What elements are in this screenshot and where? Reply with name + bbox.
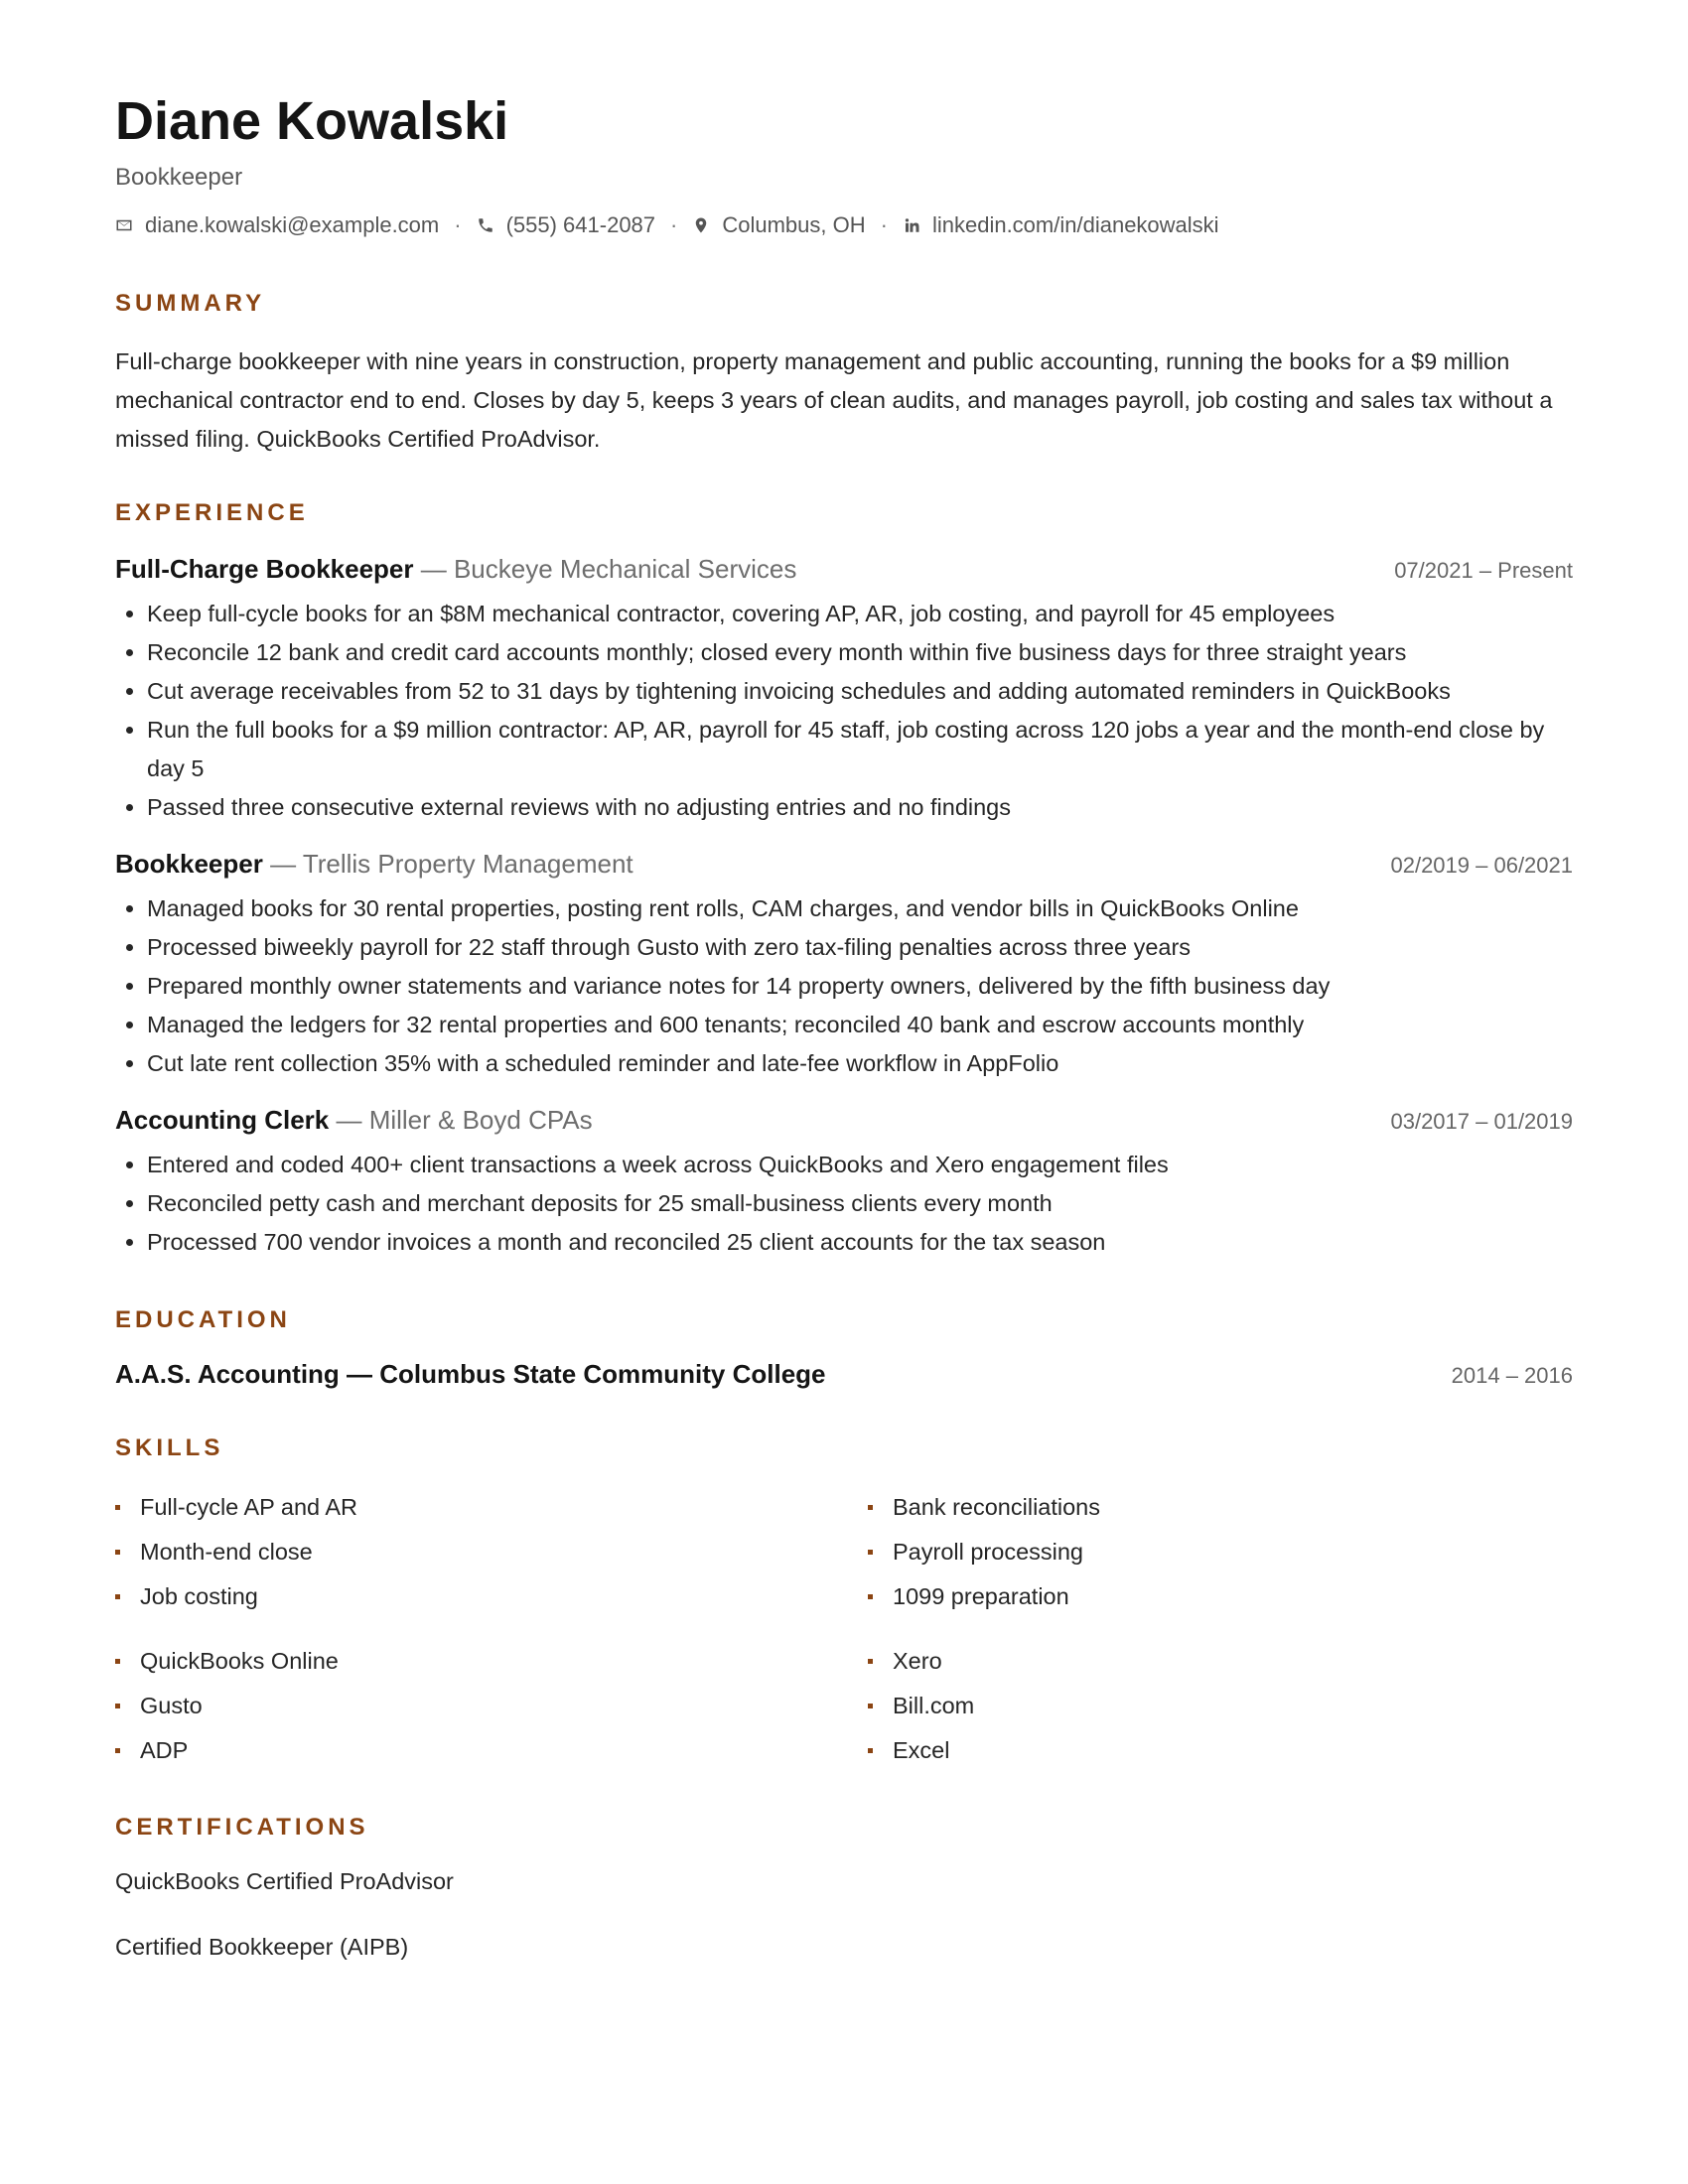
- square-bullet-icon: [868, 1550, 873, 1555]
- job-bullet: • Keep full-cycle books for an $8M mechanical contractor, covering AP, AR, job costing, and payroll for 45 employees: [147, 595, 1573, 633]
- skills-grid: [115, 1639, 1573, 1773]
- job-bullets: [115, 889, 1573, 1083]
- skill-label: Excel: [893, 1737, 950, 1763]
- job-organization: — Miller & Boyd CPAs: [329, 1105, 593, 1135]
- education-entry: [115, 1359, 1573, 1390]
- square-bullet-icon: [115, 1704, 120, 1708]
- skill-item: [868, 1574, 1573, 1619]
- square-bullet-icon: [868, 1659, 873, 1664]
- contact-line: [115, 210, 1573, 240]
- skill-item: [868, 1530, 1573, 1574]
- section-title-experience: EXPERIENCE: [115, 499, 309, 526]
- job-bullet: • Passed three consecutive external reviews with no adjusting entries and no findings: [147, 788, 1573, 827]
- job-bullet: • Run the full books for a $9 million contractor: AP, AR, payroll for 45 staff, job costing across 120 jobs a year and the month-end close by day 5: [147, 711, 1573, 788]
- contact-separator: ·: [454, 212, 462, 237]
- job-bullet: • Cut average receivables from 52 to 31 days by tightening invoicing schedules and adding automated reminders in QuickBooks: [147, 672, 1573, 711]
- job-bullet: • Managed the ledgers for 32 rental properties and 600 tenants; reconciled 40 bank and escrow accounts monthly: [147, 1006, 1573, 1044]
- skill-item: [115, 1639, 868, 1684]
- location-text: Columbus, OH: [722, 212, 866, 237]
- job-entry: [115, 1105, 1573, 1262]
- square-bullet-icon: [868, 1594, 873, 1599]
- contact-separator: ·: [880, 212, 888, 237]
- job-bullets: [115, 595, 1573, 827]
- contact-email[interactable]: [115, 210, 439, 240]
- square-bullet-icon: [115, 1550, 120, 1555]
- education-degree: A.A.S. Accounting — Columbus State Community College: [115, 1359, 826, 1389]
- email-text: diane.kowalski@example.com: [145, 212, 440, 237]
- skill-label: Bill.com: [893, 1693, 975, 1718]
- contact-linkedin[interactable]: [903, 210, 1219, 240]
- job-header: [115, 1105, 1573, 1136]
- contact-location: [692, 210, 865, 240]
- skill-label: Bank reconciliations: [893, 1494, 1100, 1520]
- candidate-role: Bookkeeper: [115, 164, 243, 191]
- skill-label: Xero: [893, 1648, 942, 1674]
- skill-item: [115, 1574, 868, 1619]
- job-bullet: • Prepared monthly owner statements and variance notes for 14 property owners, delivered by the fifth business day: [147, 967, 1573, 1006]
- education-section: [115, 1305, 1573, 1390]
- skill-label: Full-cycle AP and AR: [140, 1494, 358, 1520]
- skills-section: [115, 1433, 1573, 1773]
- skill-item: [115, 1728, 868, 1773]
- section-title-certifications: CERTIFICATIONS: [115, 1814, 369, 1841]
- section-title-education: EDUCATION: [115, 1306, 291, 1333]
- section-title-summary: SUMMARY: [115, 290, 266, 317]
- square-bullet-icon: [115, 1748, 120, 1753]
- job-bullet: • Processed biweekly payroll for 22 staff through Gusto with zero tax-filing penalties across three years: [147, 928, 1573, 967]
- contact-phone[interactable]: [477, 210, 655, 240]
- job-organization: — Buckeye Mechanical Services: [413, 554, 797, 584]
- skill-label: ADP: [140, 1737, 189, 1763]
- skill-item: [868, 1728, 1573, 1773]
- skill-item: [868, 1684, 1573, 1728]
- job-bullet: • Reconciled petty cash and merchant deposits for 25 small-business clients every month: [147, 1184, 1573, 1223]
- candidate-name: Diane Kowalski: [115, 91, 509, 151]
- section-title-skills: SKILLS: [115, 1434, 224, 1461]
- job-title: Accounting Clerk: [115, 1105, 330, 1135]
- skill-item: [115, 1530, 868, 1574]
- job-bullets: [115, 1146, 1573, 1262]
- skill-label: Month-end close: [140, 1539, 313, 1565]
- phone-icon: [477, 216, 494, 234]
- skill-label: 1099 preparation: [893, 1583, 1069, 1609]
- square-bullet-icon: [868, 1704, 873, 1708]
- job-entry: [115, 849, 1573, 1083]
- job-bullet: • Cut late rent collection 35% with a scheduled reminder and late-fee workflow in AppFolio: [147, 1044, 1573, 1083]
- skill-label: Job costing: [140, 1583, 258, 1609]
- job-bullet: • Entered and coded 400+ client transactions a week across QuickBooks and Xero engagement files: [147, 1146, 1573, 1184]
- mail-icon: [115, 216, 133, 234]
- skill-item: [115, 1485, 868, 1530]
- job-dates: 07/2021 – Present: [1394, 558, 1573, 583]
- location-pin-icon: [692, 216, 710, 234]
- linkedin-icon: [903, 216, 920, 234]
- job-bullet: • Processed 700 vendor invoices a month and reconciled 25 client accounts for the tax season: [147, 1223, 1573, 1262]
- job-dates: 03/2017 – 01/2019: [1390, 1109, 1573, 1134]
- certification-item: Certified Bookkeeper (AIPB): [115, 1934, 409, 1960]
- education-dates: 2014 – 2016: [1451, 1363, 1573, 1388]
- summary-text: Full-charge bookkeeper with nine years in construction, property management and public accounting, running the books for a $9 million mechanical contractor end to end. Closes by day 5, keeps 3 years of clean audits, and manages payroll, job costing and sales tax without a missed filing. QuickBooks Certified ProAdvisor.: [115, 348, 1553, 452]
- job-dates: 02/2019 – 06/2021: [1390, 853, 1573, 878]
- experience-section: [115, 498, 1573, 1262]
- square-bullet-icon: [115, 1594, 120, 1599]
- job-bullet: • Reconcile 12 bank and credit card accounts monthly; closed every month within five business days for three straight years: [147, 633, 1573, 672]
- certifications-section: [115, 1813, 1573, 1962]
- square-bullet-icon: [868, 1748, 873, 1753]
- summary-section: [115, 289, 1573, 459]
- job-organization: — Trellis Property Management: [262, 849, 633, 879]
- job-bullet: • Managed books for 30 rental properties, posting rent rolls, CAM charges, and vendor bills in QuickBooks Online: [147, 889, 1573, 928]
- linkedin-text: linkedin.com/in/dianekowalski: [931, 212, 1219, 237]
- skill-label: Payroll processing: [893, 1539, 1084, 1565]
- job-title: Bookkeeper: [115, 849, 263, 879]
- skills-grid: [115, 1485, 1573, 1619]
- square-bullet-icon: [868, 1505, 873, 1510]
- contact-separator: ·: [670, 212, 678, 237]
- square-bullet-icon: [115, 1505, 120, 1510]
- skill-item: [868, 1639, 1573, 1684]
- square-bullet-icon: [115, 1659, 120, 1664]
- skill-item: [115, 1684, 868, 1728]
- job-title: Full-Charge Bookkeeper: [115, 554, 414, 584]
- skill-label: Gusto: [140, 1693, 203, 1718]
- skill-item: [868, 1485, 1573, 1530]
- job-header: [115, 554, 1573, 585]
- job-header: [115, 849, 1573, 880]
- skills-group-gap: [115, 1619, 1573, 1639]
- phone-text: (555) 641-2087: [505, 212, 656, 237]
- resume-page: [115, 89, 1573, 1962]
- certification-item: QuickBooks Certified ProAdvisor: [115, 1868, 454, 1894]
- job-entry: [115, 554, 1573, 827]
- skill-label: QuickBooks Online: [140, 1648, 339, 1674]
